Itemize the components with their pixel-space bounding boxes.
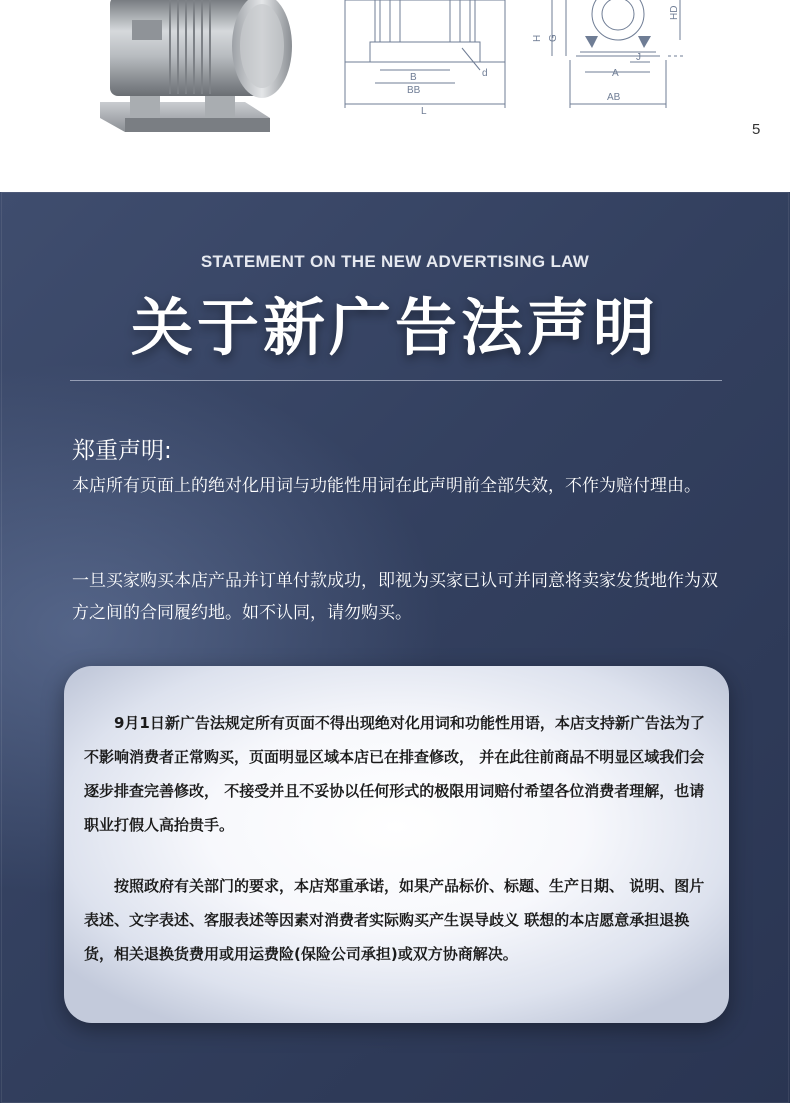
- statement-panel: [0, 192, 790, 1103]
- dim-label-bb: BB: [407, 85, 421, 96]
- chinese-title: 关于新广告法声明: [130, 291, 659, 364]
- declaration-paragraph-1: 本店所有页面上的绝对化用词与功能性用词在此声明前全部失效，不作为赔付理由。: [72, 476, 701, 496]
- english-title: STATEMENT ON THE NEW ADVERTISING LAW: [200, 252, 590, 271]
- notice-card: [64, 666, 729, 1023]
- vibration-motor-image: [70, 0, 310, 150]
- title-divider: [70, 380, 722, 381]
- dim-label-a: A: [612, 68, 619, 79]
- dimension-drawing: [330, 0, 710, 120]
- notice-paragraph-1: 9月1日新广告法规定所有页面不得出现绝对化用词和功能性用语，本店支持新广告法为了不影响消费者正常购买，页面明显区域本店已在排查修改， 并在此往前商品不明显区域我们会逐步排查完善修改， 不接受并且不妥协以任何形式的极限用词赔付希望各位消费者理解，也请职业打假人高抬贵手。: [84, 714, 705, 834]
- notice-paragraph-2: 按照政府有关部门的要求，本店郑重承诺，如果产品标价、标题、生产日期、 说明、图片表述、文字表述、客服表述等因素对消费者实际购买产生误导歧义 联想的本店愿意承担退换货，相关退换货费用或用运费险(保险公司承担)或双方协商解决。: [84, 877, 705, 963]
- product-strip: [0, 0, 790, 192]
- page-number: 5: [752, 121, 761, 138]
- dim-label-ab: AB: [607, 92, 621, 103]
- dim-label-b: B: [410, 72, 417, 83]
- declaration-paragraph-2: 一旦买家购买本店产品并订单付款成功，即视为买家已认可并同意将卖家发货地作为双方之间的合同履约地。如不认同，请勿购买。: [72, 571, 718, 623]
- declaration-heading: 郑重声明:: [72, 438, 172, 464]
- dim-label-hd: HD: [669, 5, 680, 20]
- dim-label-j: J: [636, 52, 641, 63]
- dim-label-h: H: [532, 34, 543, 42]
- dim-label-l: L: [421, 106, 427, 117]
- dim-label-d: d: [482, 68, 488, 79]
- dim-label-g: G: [548, 34, 559, 42]
